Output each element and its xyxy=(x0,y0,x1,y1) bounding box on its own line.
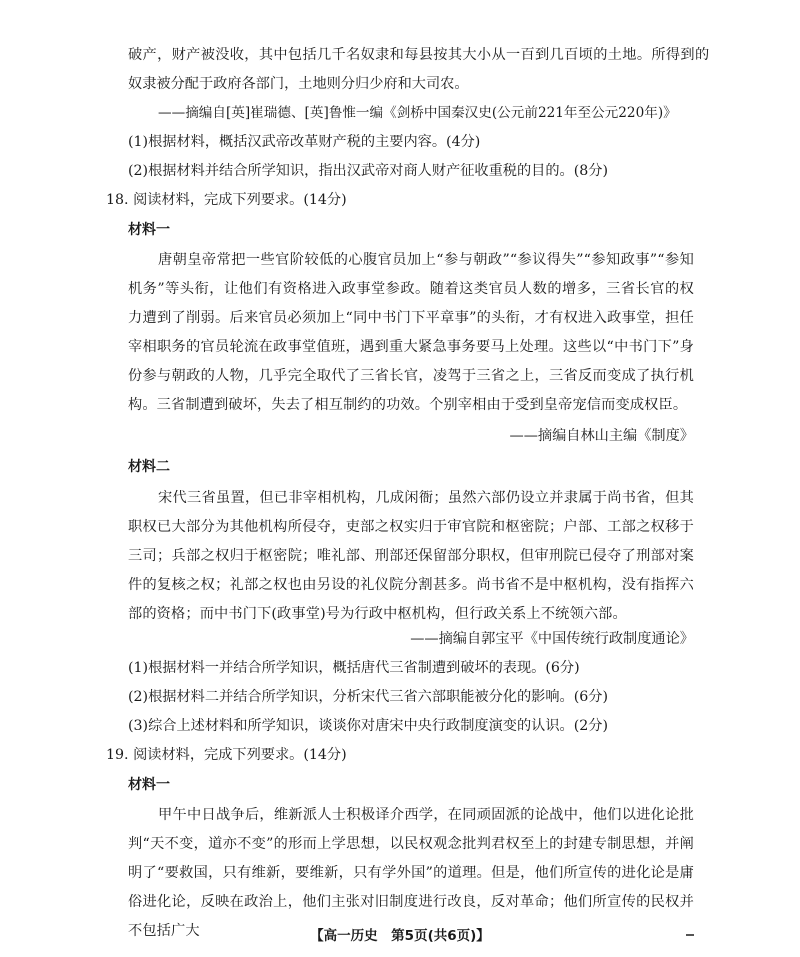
page-footer: 【高一历史 第5页(共6页)】 xyxy=(310,928,490,944)
q18-material2-text: 宋代三省虽置，但已非宰相机构，几成闲衙；虽然六部仍设立并隶属于尚书省，但其职权已大部分为其他机构所侵夺，吏部之权实归于审官院和枢密院；户部、工部之权移于三司；兵部之权归于枢密院；唯礼部、刑部还保留部分职权，但审刑院已侵夺了刑部对案件的复核之权；礼部之权也由另设的礼仪院分割甚多。尚书省不是中枢机构，没有指挥六部的资格；而中书门下(政事堂)号为行政中枢机构，但行政关系上不统领六部。 xyxy=(128,490,694,622)
q19-material1-heading: 材料一 xyxy=(128,777,170,793)
material-source: ——摘编自[英]崔瑞德、[英]鲁惟一编《剑桥中国秦汉史(公元前221年至公元220年)》 xyxy=(158,105,677,121)
q19-title: 19. 阅读材料，完成下列要求。(14分) xyxy=(106,747,347,763)
q18-material2-heading: 材料二 xyxy=(128,459,170,475)
q18-sub3: (3)综合上述材料和所学知识，谈谈你对唐宋中央行政制度演变的认识。(2分) xyxy=(128,718,609,734)
q19-material1-text: 甲午中日战争后，维新派人士积极译介西学，在同顽固派的论战中，他们以进化论批判“天不变，道亦不变”的形而上学思想，以民权观念批判君权至上的封建专制思想，并阐明了“要救国，只有维新，要维新，只有学外国”的道理。但是，他们所宣传的进化论是庸俗进化论，反映在政治上，他们主张对旧制度进行改良，反对革命；他们所宣传的民权并不包括广大 xyxy=(128,807,694,939)
material-line-2: 奴隶被分配于政府各部门，土地则分归少府和大司农。 xyxy=(128,76,469,92)
material-line-1: 破产，财产被没收，其中包括几千名奴隶和每县按其大小从一百到几百顷的土地。所得到的 xyxy=(128,47,710,63)
q18-material2-source: ——摘编自郭宝平《中国传统行政制度通论》 xyxy=(410,631,694,647)
q18-sub2: (2)根据材料二并结合所学知识，分析宋代三省六部职能被分化的影响。(6分) xyxy=(128,689,609,705)
corner-mark xyxy=(686,934,694,936)
q17-sub1: (1)根据材料，概括汉武帝改革财产税的主要内容。(4分) xyxy=(128,134,481,150)
q18-sub1: (1)根据材料一并结合所学知识，概括唐代三省制遭到破坏的表现。(6分) xyxy=(128,660,580,676)
q18-material1-source: ——摘编自林山主编《制度》 xyxy=(509,428,694,444)
q17-sub2: (2)根据材料并结合所学知识，指出汉武帝对商人财产征收重税的目的。(8分) xyxy=(128,163,609,179)
q18-title: 18. 阅读材料，完成下列要求。(14分) xyxy=(106,192,347,208)
q18-material1-text: 唐朝皇帝常把一些官阶较低的心腹官员加上“参与朝政”“参议得失”“参知政事”“参知机务”等头衔，让他们有资格进入政事堂参政。随着这类官员人数的增多，三省长官的权力遭到了削弱。后来官员必须加上“同中书门下平章事”的头衔，才有权进入政事堂，担任宰相职务的官员轮流在政事堂值班，遇到重大紧急事务要马上处理。这些以“中书门下”身份参与朝政的人物，几乎完全取代了三省长官，凌驾于三省之上，三省反而变成了执行机构。三省制遭到破坏，失去了相互制约的功效。个别宰相由于受到皇帝宠信而变成权臣。 xyxy=(128,252,694,413)
q18-material1-heading: 材料一 xyxy=(128,222,170,238)
